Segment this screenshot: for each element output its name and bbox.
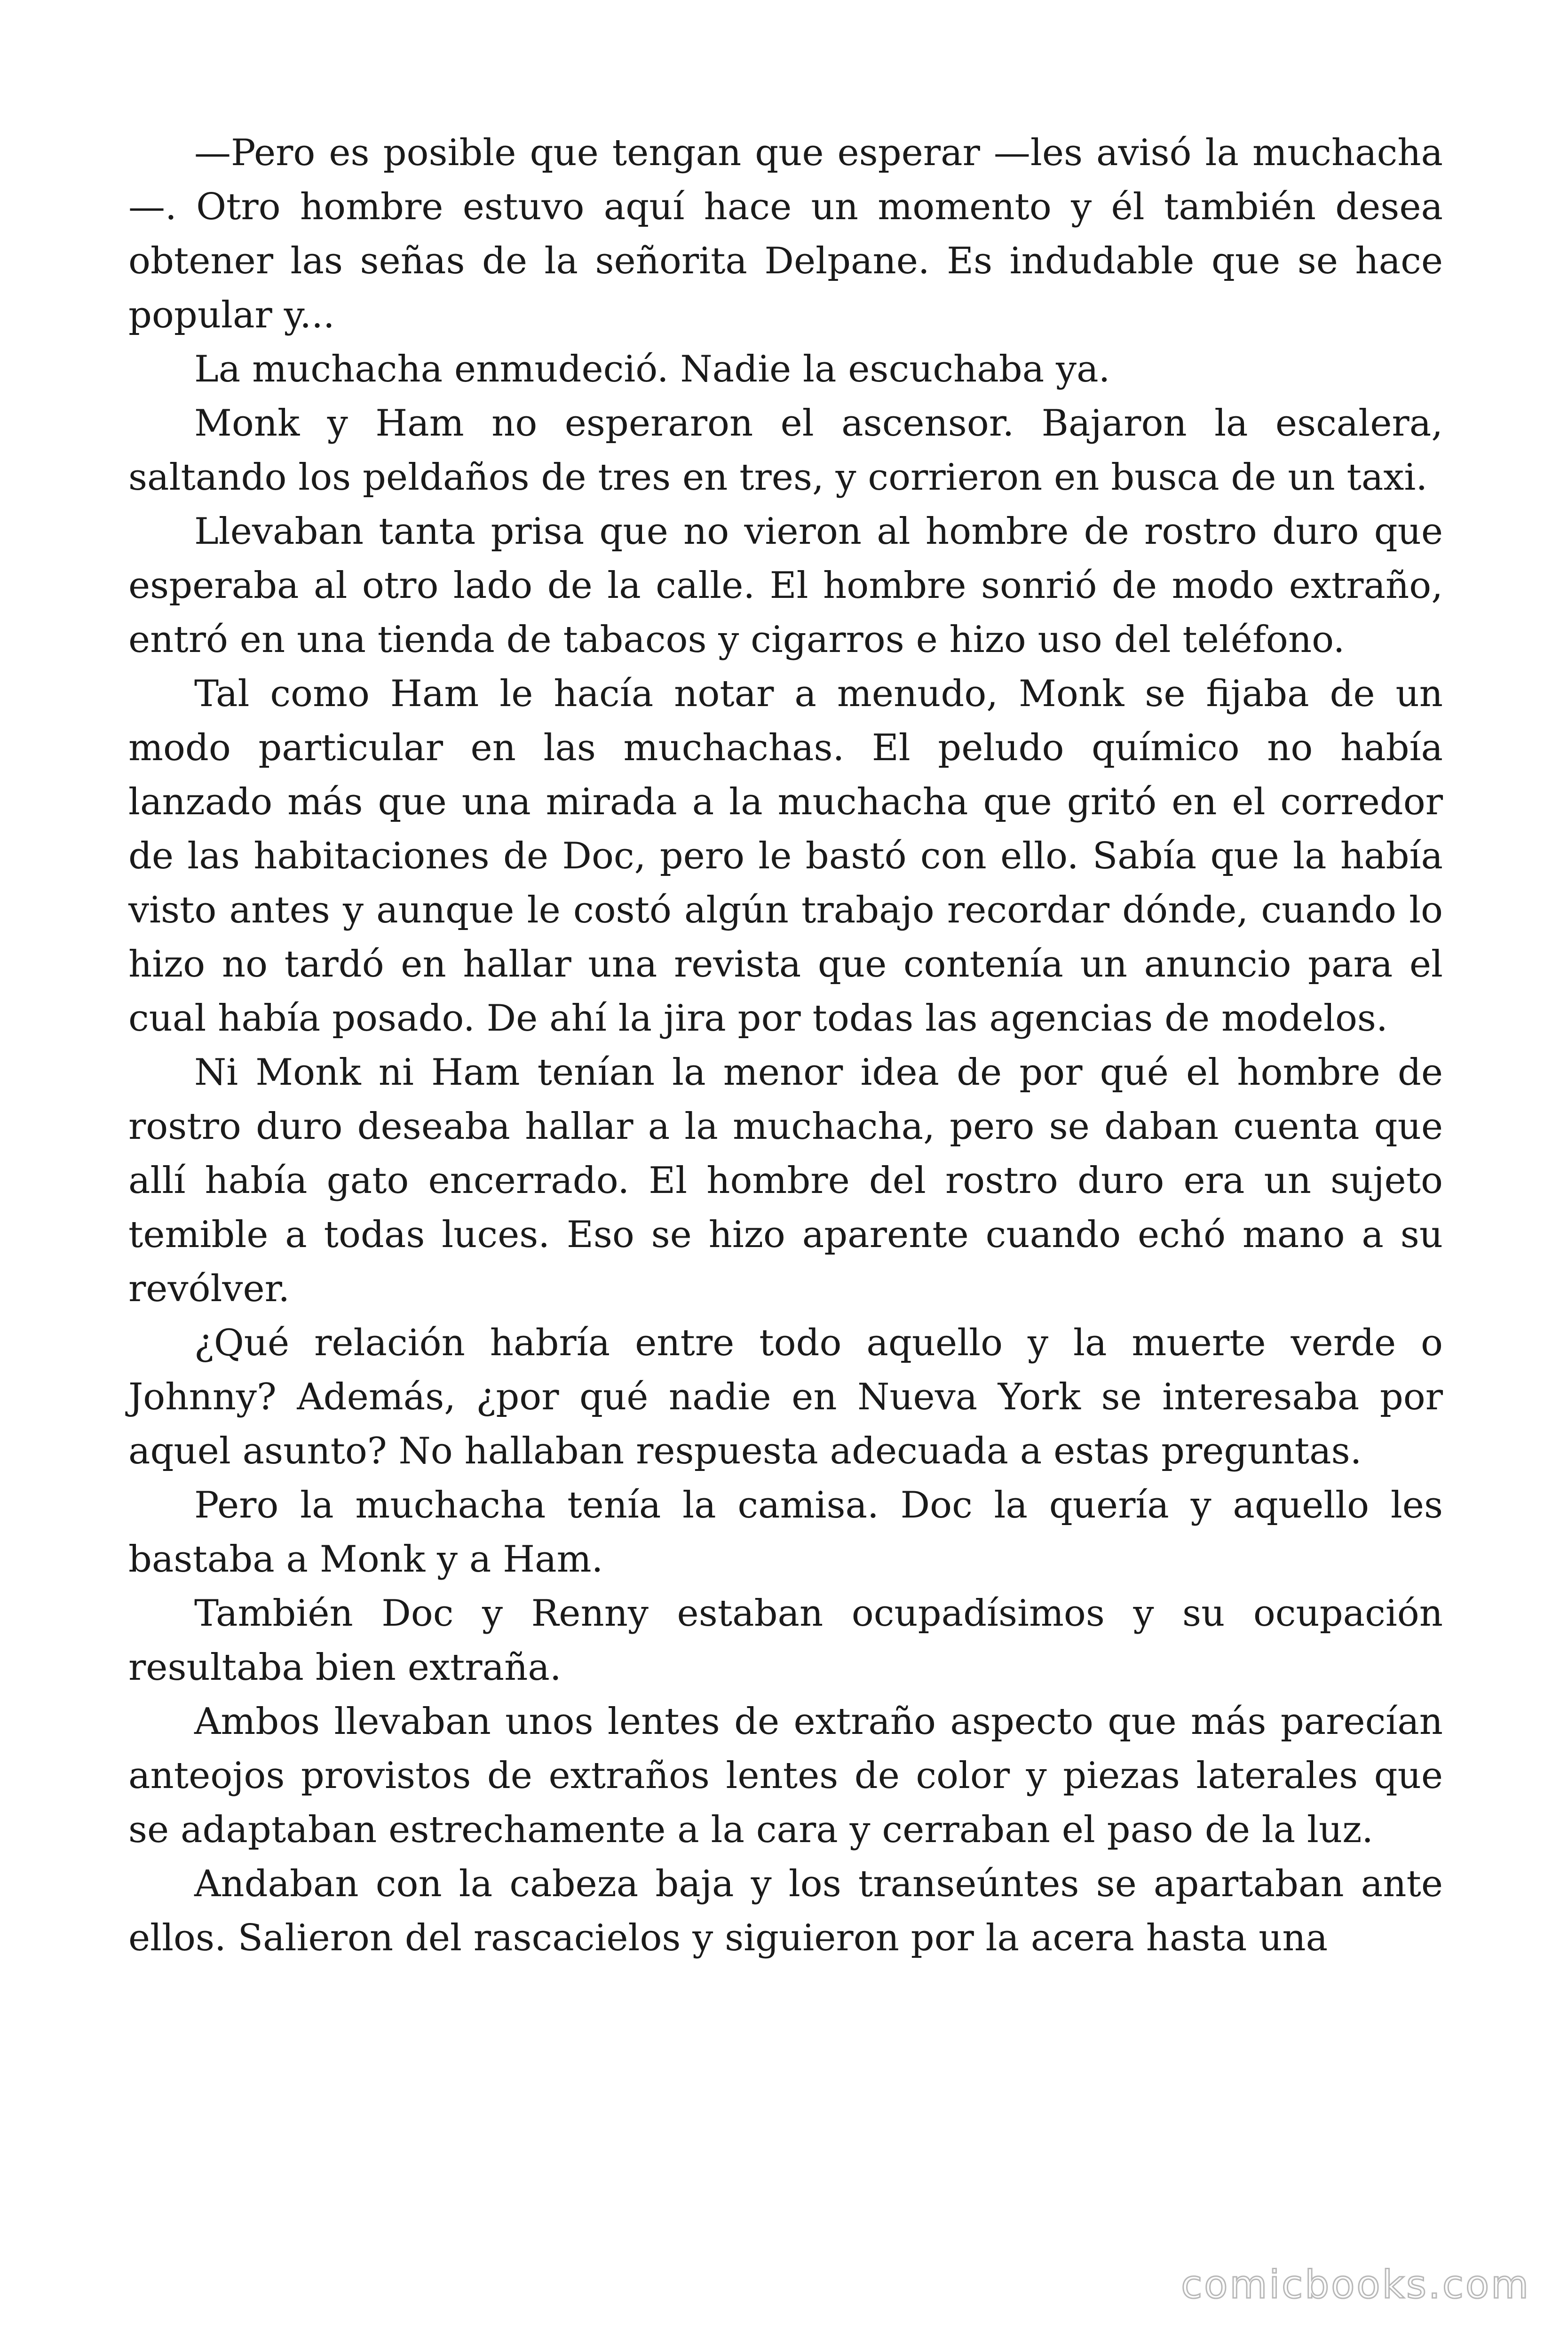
paragraph: —Pero es posible que tengan que esperar —les avisó la muchacha—. Otro hombre estuvo aquí hace un momento y él también desea obtener las señas de la señorita Delpane. Es indudable que se hace popular y... (128, 132, 1443, 336)
paragraph: Tal como Ham le hacía notar a menudo, Monk se fijaba de un modo particular en las muchachas. El peludo químico no había lanzado más que una mirada a la muchacha que gritó en el corredor de las habitaciones de Doc, pero le bastó con ello. Sabía que la había visto antes y aunque le costó algún trabajo recordar dónde, cuando lo hizo no tardó en hallar una revista que contenía un anuncio para el cual había posado. De ahí la jira por todas las agencias de modelos. (128, 673, 1443, 1040)
paragraph: También Doc y Renny estaban ocupadísimos y su ocupación resultaba bien extraña. (128, 1592, 1443, 1689)
paragraph: Ambos llevaban unos lentes de extraño aspecto que más parecían anteojos provistos de extraños lentes de color y piezas laterales que se adaptaban estrechamente a la cara y cerraban el paso de la luz. (128, 1700, 1443, 1851)
paragraph: Andaban con la cabeza baja y los transeúntes se apartaban ante ellos. Salieron del rascacielos y siguieron por la acera hasta una (128, 1863, 1443, 1959)
paragraph: Monk y Ham no esperaron el ascensor. Bajaron la escalera, saltando los peldaños de tres en tres, y corrieron en busca de un taxi. (128, 402, 1443, 499)
page-body (128, 126, 1443, 1965)
paragraph: ¿Qué relación habría entre todo aquello y la muerte verde o Johnny? Además, ¿por qué nadie en Nueva York se interesaba por aquel asunto? No hallaban respuesta adecuada a estas preguntas. (128, 1322, 1443, 1472)
paragraph: Ni Monk ni Ham tenían la menor idea de por qué el hombre de rostro duro deseaba hallar a la muchacha, pero se daban cuenta que allí había gato encerrado. El hombre del rostro duro era un sujeto temible a todas luces. Eso se hizo aparente cuando echó mano a su revólver. (128, 1051, 1443, 1310)
paragraph: La muchacha enmudeció. Nadie la escuchaba ya. (194, 348, 1110, 390)
paragraph: Llevaban tanta prisa que no vieron al hombre de rostro duro que esperaba al otro lado de la calle. El hombre sonrió de modo extraño, entró en una tienda de tabacos y cigarros e hizo uso del teléfono. (128, 510, 1443, 661)
paragraph: Pero la muchacha tenía la camisa. Doc la quería y aquello les bastaba a Monk y a Ham. (128, 1484, 1443, 1581)
watermark: comicbooks.com (1181, 2263, 1530, 2307)
